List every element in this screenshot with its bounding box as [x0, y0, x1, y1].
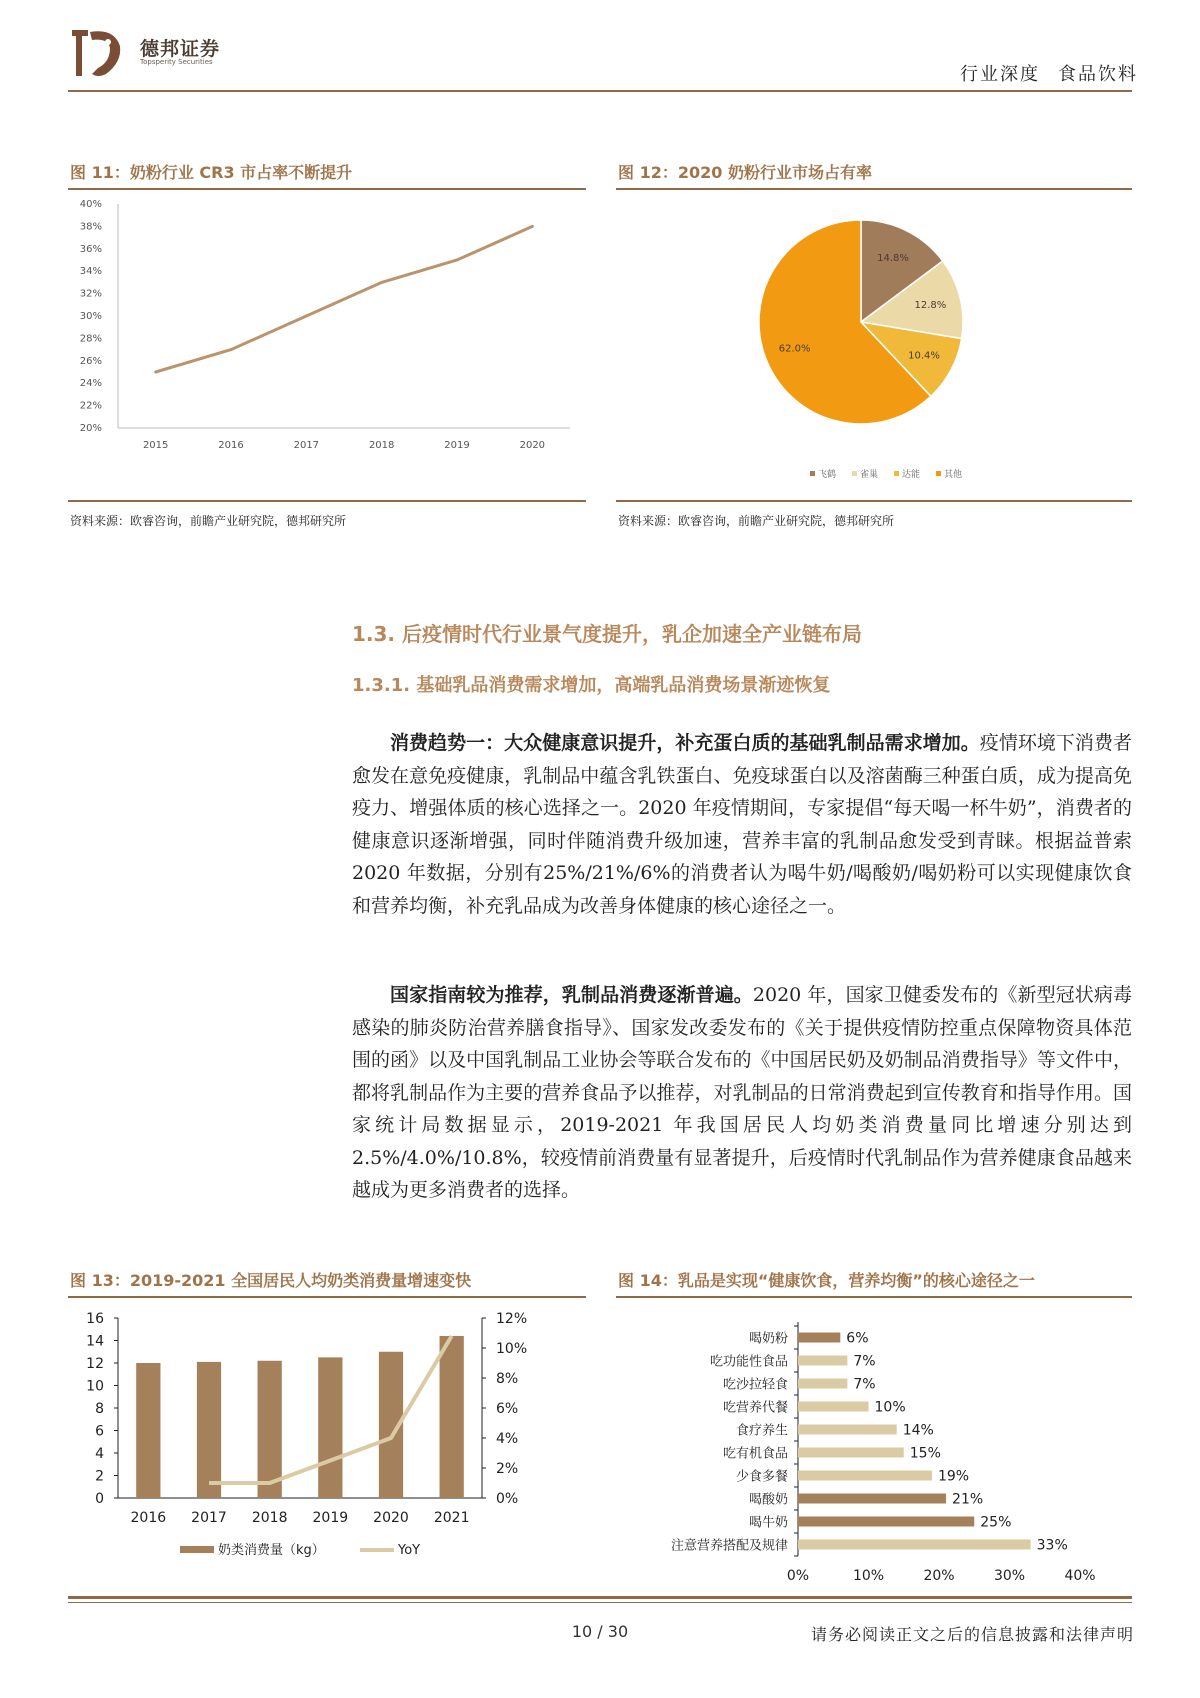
report-type: 行业深度 [960, 64, 1040, 85]
fig12-top-rule [616, 188, 1132, 190]
fig14-value-label: 33% [1036, 1537, 1068, 1554]
fig11-y-tick-label: 38% [79, 221, 102, 233]
header-rule [68, 90, 1132, 92]
fig14-category-label: 吃沙拉轻食 [722, 1377, 788, 1393]
fig14-x-tick-label: 20% [923, 1568, 955, 1584]
fig12-slice-label: 14.8% [877, 253, 909, 265]
fig14-top-rule [616, 1296, 1132, 1298]
fig14-bar [798, 1425, 897, 1435]
paragraph-body: 2020 年，国家卫健委发布的《新型冠状病毒感染的肺炎防治营养膳食指导》、国家发改委发布的《关于提供疫情防控重点保障物资具体范围的函》以及中国乳制品工业协会等联合发布的《中国居民奶及奶制品消费指导》等文件中，都将乳制品作为主要的营养食品予以推荐，对乳制品的日常消费起到宣传教育和指导作用。国家统计局数据显示，2019-2021 年我国居民人均奶类消费量同比增速分别达到 2.5%/4.0%/10.8%，较疫情前消费量有显著提升，后疫情时代乳制品作为营养健康食品越来越成为更多消费者的选择。 [352, 984, 1132, 1201]
fig12-legend-label: 达能 [902, 470, 921, 480]
fig14-value-label: 19% [937, 1468, 970, 1485]
fig12-legend-swatch [810, 471, 815, 476]
fig11-bottom-rule [68, 500, 586, 502]
fig14-value-label: 7% [853, 1376, 876, 1393]
fig13-left-tick-label: 16 [86, 1311, 104, 1327]
fig11-series-line [156, 226, 533, 372]
fig13-left-tick-label: 14 [86, 1333, 104, 1350]
fig13-x-tick-label: 2020 [373, 1510, 409, 1526]
fig14-bar [798, 1540, 1031, 1550]
fig11-y-tick-label: 24% [79, 378, 102, 390]
fig13-left-tick-label: 2 [95, 1468, 104, 1485]
fig13-right-tick-label: 8% [496, 1371, 519, 1387]
fig14-x-tick-label: 10% [852, 1568, 885, 1584]
fig12-slice-label: 10.4% [908, 350, 940, 362]
fig11-y-tick-label: 40% [79, 199, 102, 210]
paragraph-consumption-trend [352, 727, 1132, 922]
fig12-slice-label: 12.8% [914, 300, 947, 312]
fig12-title: 图 12：2020 奶粉行业市场占有率 [618, 163, 872, 182]
fig11-y-tick-label: 22% [79, 400, 102, 412]
section-heading: 1.3. 后疫情时代行业景气度提升，乳企加速全产业链布局 [352, 622, 862, 646]
fig14-value-label: 7% [853, 1353, 876, 1370]
fig13-right-tick-label: 6% [496, 1401, 519, 1417]
fig14-category-label: 吃功能性食品 [709, 1354, 788, 1370]
fig14-x-tick-label: 0% [786, 1568, 810, 1584]
fig13-bar [136, 1363, 160, 1498]
fig13-left-tick-label: 12 [86, 1356, 104, 1372]
footer-rule-thick [68, 1596, 1132, 1599]
fig14-value-label: 21% [952, 1491, 984, 1508]
fig11-title: 图 11：奶粉行业 CR3 市占率不断提升 [70, 163, 353, 182]
fig12-source: 资料来源：欧睿咨询，前瞻产业研究院，德邦研究所 [618, 514, 895, 528]
fig13-top-rule [68, 1296, 586, 1298]
fig14-bar [798, 1517, 974, 1527]
company-logo [68, 24, 126, 82]
fig12-pie-chart [616, 192, 1132, 497]
fig12-slice-label: 62.0% [778, 343, 811, 355]
fig13-x-tick-label: 2019 [312, 1510, 349, 1526]
report-category [942, 60, 1138, 86]
fig12-bottom-rule [616, 500, 1132, 502]
fig13-title: 图 13：2019-2021 全国居民人均奶类消费量增速变快 [70, 1271, 472, 1290]
fig14-title: 图 14：乳品是实现“健康饮食，营养均衡”的核心途径之一 [618, 1271, 1035, 1290]
fig11-source: 资料来源：欧睿咨询，前瞻产业研究院，德邦研究所 [70, 514, 347, 528]
fig14-category-label: 喝奶粉 [748, 1331, 788, 1347]
subsection-heading: 1.3.1. 基础乳品消费需求增加，高端乳品消费场景渐迹恢复 [352, 675, 831, 696]
fig12-legend-label: 雀巢 [860, 470, 879, 480]
fig11-line-chart [68, 192, 586, 497]
fig11-y-tick-label: 30% [79, 311, 102, 322]
fig11-y-tick-label: 26% [79, 355, 102, 367]
fig13-left-tick-label: 6 [95, 1423, 104, 1440]
fig14-value-label: 14% [902, 1422, 934, 1439]
fig14-category-label: 喝牛奶 [748, 1515, 788, 1531]
fig13-right-tick-label: 2% [496, 1461, 519, 1477]
fig13-bar [258, 1361, 282, 1498]
fig14-category-label: 食疗养生 [735, 1423, 788, 1439]
company-name-cn: 德邦证券 [140, 38, 221, 60]
fig13-x-tick-label: 2021 [433, 1510, 470, 1526]
fig14-value-label: 6% [846, 1330, 869, 1347]
fig14-bar [798, 1471, 932, 1481]
fig11-y-tick-label: 20% [79, 423, 102, 434]
fig14-category-label: 吃营养代餐 [722, 1400, 788, 1416]
fig14-bar [798, 1448, 904, 1458]
fig14-category-label: 注意营养搭配及规律 [670, 1538, 788, 1554]
fig14-bar [798, 1333, 840, 1343]
fig11-x-tick-label: 2016 [218, 440, 244, 451]
fig11-x-tick-label: 2015 [142, 440, 169, 451]
fig11-top-rule [68, 188, 586, 190]
fig13-legend-bar-label: 奶类消费量（kg） [218, 1543, 325, 1558]
fig13-left-tick-label: 8 [95, 1401, 104, 1417]
fig13-right-tick-label: 4% [496, 1431, 519, 1447]
fig13-bar [318, 1357, 342, 1498]
fig11-y-tick-label: 32% [79, 288, 102, 300]
fig11-x-tick-label: 2019 [444, 440, 470, 451]
footer-rule-thin [68, 1602, 1132, 1603]
fig14-value-label: 15% [909, 1445, 941, 1462]
fig14-x-tick-label: 30% [993, 1568, 1026, 1584]
fig12-legend-label: 飞鹤 [818, 470, 837, 480]
fig11-data-point [305, 315, 308, 318]
fig12-legend-swatch [936, 471, 941, 476]
fig13-legend-line-label: YoY [398, 1543, 421, 1558]
fig11-y-tick-label: 34% [79, 266, 102, 278]
fig13-bar [197, 1362, 221, 1498]
fig11-y-tick-label: 36% [79, 243, 102, 255]
fig11-data-point [154, 371, 157, 374]
fig11-data-point [230, 348, 233, 351]
fig11-data-point [380, 281, 383, 284]
fig13-x-tick-label: 2018 [251, 1510, 288, 1526]
fig11-data-point [531, 225, 534, 228]
fig12-legend-swatch [894, 471, 899, 476]
fig14-bar [798, 1379, 847, 1389]
paragraph-lead: 国家指南较为推荐，乳制品消费逐渐普遍。 [390, 984, 753, 1006]
fig13-x-tick-label: 2017 [191, 1510, 227, 1526]
fig13-legend-bar-swatch [180, 1546, 214, 1553]
fig13-x-tick-label: 2016 [130, 1510, 167, 1526]
paragraph-national-guideline [352, 979, 1132, 1207]
fig13-bar-line-chart [68, 1300, 586, 1585]
fig13-left-tick-label: 4 [95, 1446, 104, 1462]
company-name-en: Topsperity Securities [140, 58, 213, 66]
paragraph-lead: 消费趋势一：大众健康意识提升，补充蛋白质的基础乳制品需求增加。 [390, 732, 980, 754]
fig14-category-label: 喝酸奶 [748, 1492, 788, 1508]
fig11-x-tick-label: 2018 [368, 440, 395, 451]
fig11-x-tick-label: 2020 [519, 440, 546, 451]
fig11-x-tick-label: 2017 [293, 440, 320, 451]
fig14-value-label: 25% [980, 1514, 1012, 1531]
report-sector: 食品饮料 [1058, 64, 1138, 85]
fig14-x-tick-label: 40% [1064, 1568, 1096, 1584]
paragraph-body: 疫情环境下消费者愈发在意免疫健康，乳制品中蕴含乳铁蛋白、免疫球蛋白以及溶菌酶三种蛋白质，成为提高免疫力、增强体质的核心选择之一。2020 年疫情期间，专家提倡“每天喝一杯牛奶”，消费者的健康意识逐渐增强，同时伴随消费升级加速，营养丰富的乳制品愈发受到青睐。根据益普索 2020 年数据，分别有25%/21%/6%的消费者认为喝牛奶/喝酸奶/喝奶粉可以实现健康饮食和营养均衡，补充乳品成为改善身体健康的核心途径之一。 [352, 732, 1132, 917]
fig12-legend-swatch [852, 471, 857, 476]
fig13-right-tick-label: 10% [496, 1341, 528, 1357]
fig13-right-tick-label: 0% [496, 1491, 519, 1507]
fig11-data-point [456, 259, 459, 262]
fig14-bar [798, 1402, 869, 1412]
fig12-legend-label: 其他 [944, 470, 963, 480]
fig11-y-tick-label: 28% [79, 333, 102, 345]
fig14-bar [798, 1494, 946, 1504]
fig14-value-label: 10% [874, 1399, 906, 1416]
fig13-left-tick-label: 0 [95, 1491, 104, 1507]
fig14-category-label: 少食多餐 [735, 1469, 788, 1485]
fig13-right-tick-label: 12% [496, 1311, 528, 1327]
fig14-category-label: 吃有机食品 [722, 1446, 788, 1462]
fig13-bar [440, 1336, 464, 1498]
fig14-bar [798, 1356, 847, 1366]
page-number: 10 / 30 [571, 1622, 629, 1641]
legal-disclaimer: 请务必阅读正文之后的信息披露和法律声明 [810, 1625, 1134, 1644]
fig13-left-tick-label: 10 [86, 1378, 104, 1395]
fig14-horizontal-bar-chart [616, 1300, 1132, 1585]
